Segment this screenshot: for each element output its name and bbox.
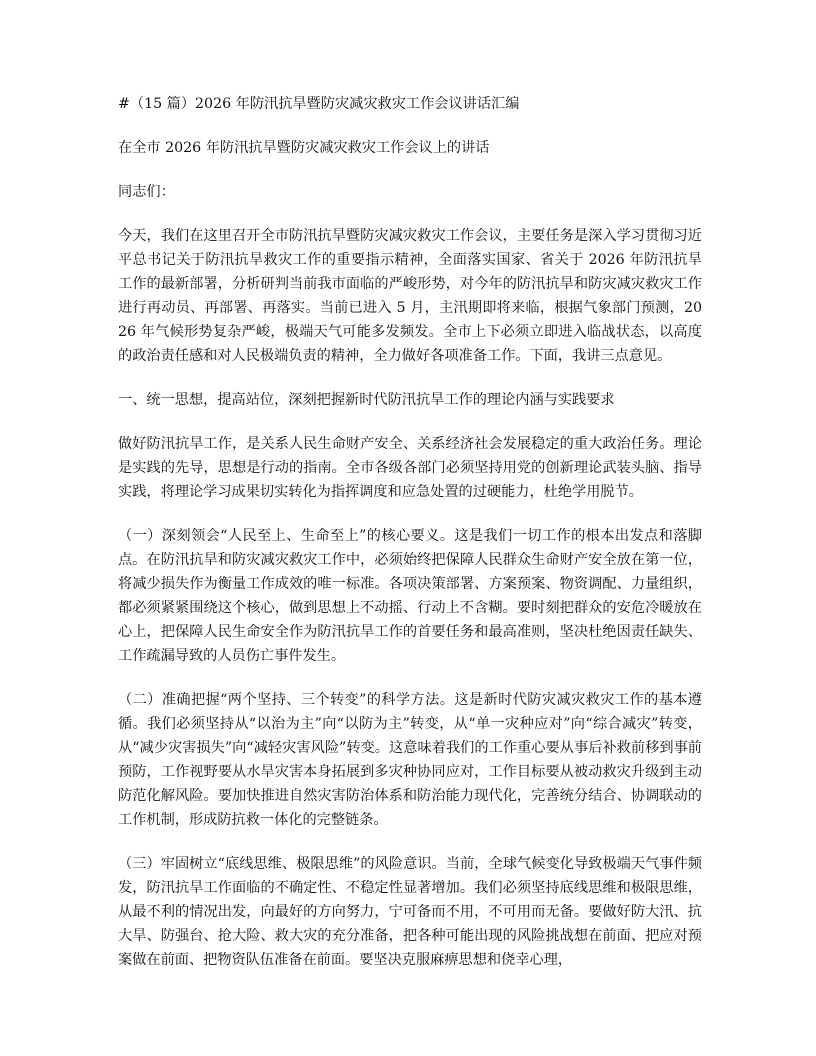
section-heading: 一、统一思想，提高站位，深刻把握新时代防汛抗旱工作的理论内涵与实践要求: [118, 392, 615, 408]
section-body-paragraph: 做好防汛抗旱工作，是关系人民生命财产安全、关系经济社会发展稳定的重大政治任务。理论是实践的先导，思想是行动的指南。全市各级各部门必须坚持用党的创新理论武装头脑、指导实践，将理论学习成果切实转化为指挥调度和应急处置的过硬能力，杜绝学用脱节。: [118, 436, 702, 500]
salutation: 同志们：: [118, 184, 175, 200]
intro-paragraph: 今天，我们在这里召开全市防汛抗旱暨防灾减灾救灾工作会议，主要任务是深入学习贯彻习近平总书记关于防汛抗旱救灾工作的重要指示精神，全面落实国家、省关于 2026 年防汛抗旱工作的最新部署，分析研判当前我市面临的严峻形势，对今年的防汛抗旱和防灾减灾救灾工作进行再动员、再部署、再落实。当前已进入 5 月，主汛期即将来临，根据气象部门预测，2026 年气候形势复杂严峻，极端天气可能多发频发。全市上下必须立即进入临战状态，以高度的政治责任感和对人民极端负责的精神，全力做好各项准备工作。下面，我讲三点意见。: [118, 228, 702, 364]
speech-title: 在全市 2026 年防汛抗旱暨防灾减灾救灾工作会议上的讲话: [118, 140, 490, 156]
point-paragraph-1: （一）深刻领会“人民至上、生命至上”的核心要义。这是我们一切工作的根本出发点和落脚点。在防汛抗旱和防灾减灾救灾工作中，必须始终把保障人民群众生命财产安全放在第一位，将减少损失作为衡量工作成效的唯一标准。各项决策部署、方案预案、物资调配、力量组织，都必须紧紧围绕这个核心，做到思想上不动摇、行动上不含糊。要时刻把群众的安危冷暖放在心上，把保障人民生命安全作为防汛抗旱工作的首要任务和最高准则，坚决杜绝因责任缺失、工作疏漏导致的人员伤亡事件发生。: [118, 528, 702, 664]
document-title: #（15 篇）2026 年防汛抗旱暨防灾减灾救灾工作会议讲话汇编: [118, 96, 520, 112]
point-paragraph-3: （三）牢固树立“底线思维、极限思维”的风险意识。当前，全球气候变化导致极端天气事件频发，防汛抗旱工作面临的不确定性、不稳定性显著增加。我们必须坚持底线思维和极限思维，从最不利的情况出发，向最好的方向努力，宁可备而不用，不可用而无备。要做好防大汛、抗大旱、防强台、抢大险、救大灾的充分准备，把各种可能出现的风险挑战想在前面、把应对预案做在前面、把物资队伍准备在前面。要坚决克服麻痹思想和侥幸心理，: [118, 856, 702, 968]
point-paragraph-2: （二）准确把握“两个坚持、三个转变”的科学方法。这是新时代防灾减灾救灾工作的基本遵循。我们必须坚持从“以治为主”向“以防为主”转变，从“单一灾种应对”向“综合减灾”转变，从“减少灾害损失”向“减轻灾害风险”转变。这意味着我们的工作重心要从事后补救前移到事前预防，工作视野要从水旱灾害本身拓展到多灾种协同应对，工作目标要从被动救灾升级到主动防范化解风险。要加快推进自然灾害防治体系和防治能力现代化，完善统分结合、协调联动的工作机制，形成防抗救一体化的完整链条。: [118, 692, 702, 828]
document-page: [118, 92, 702, 992]
